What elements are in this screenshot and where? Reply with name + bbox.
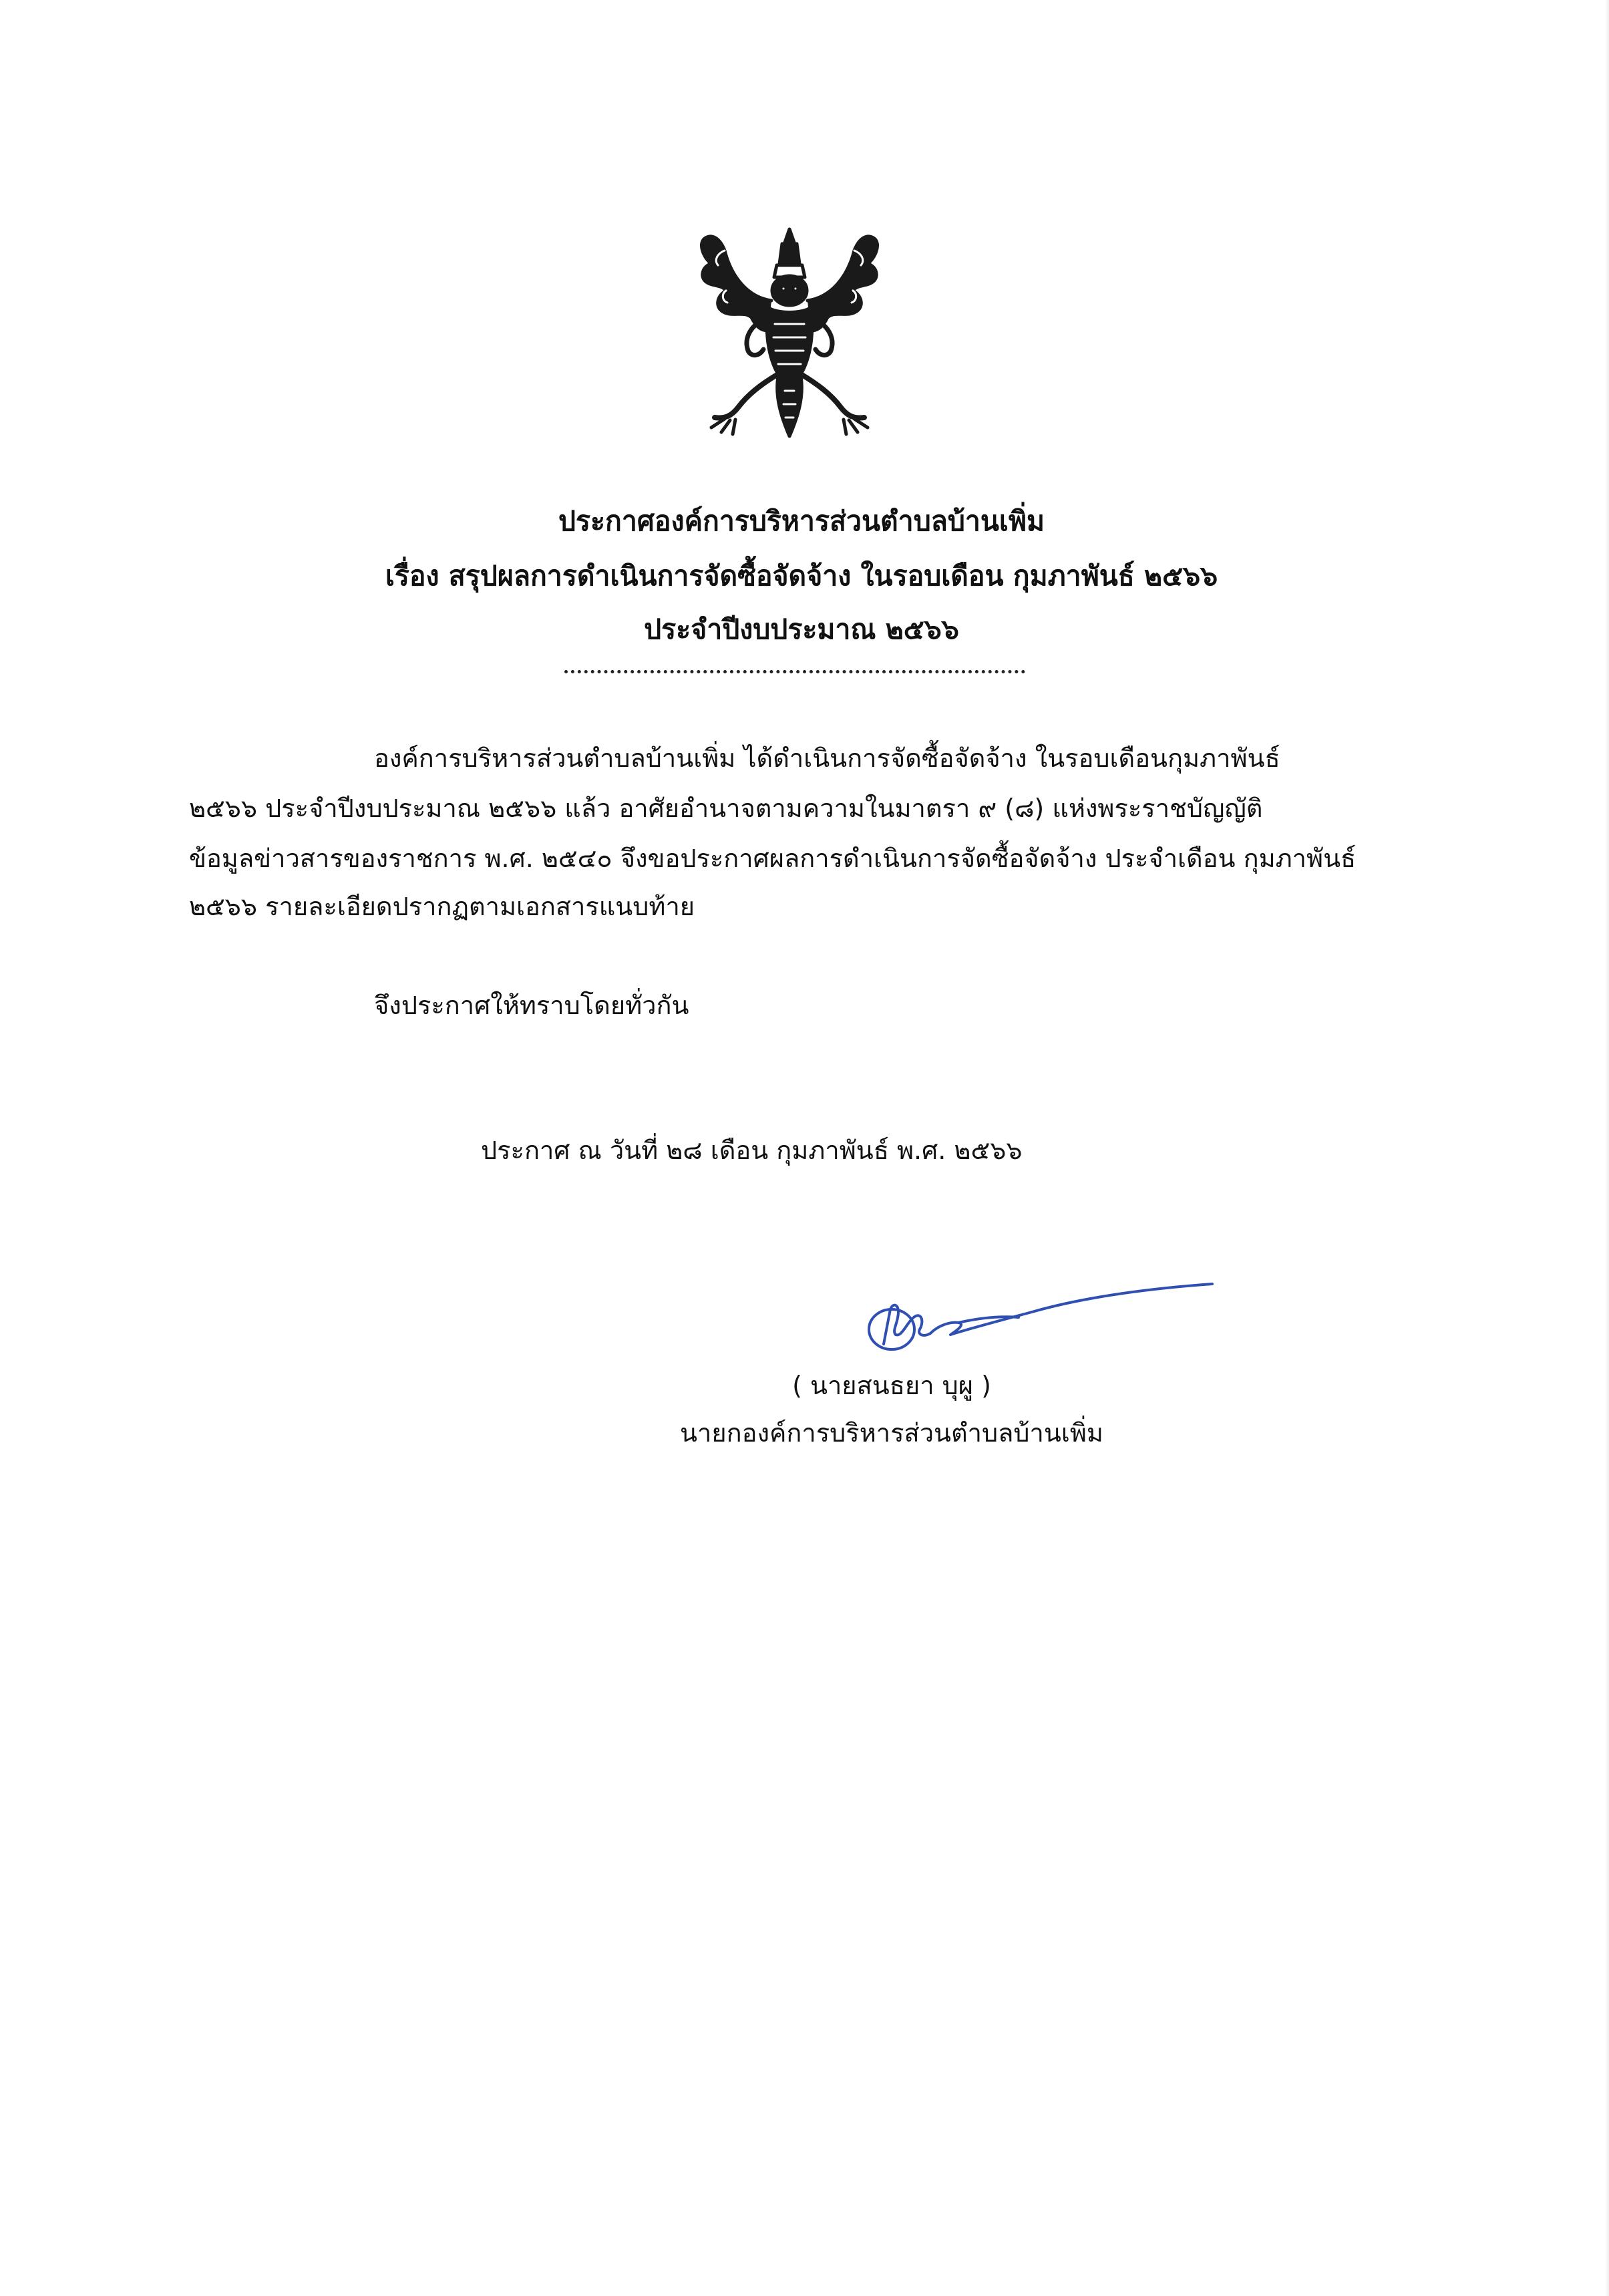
signature-icon: [858, 1256, 1219, 1363]
announcement-date: ประกาศ ณ วันที่ ๒๘ เดือน กุมภาพันธ์ พ.ศ. ๒๕๖๖: [481, 1136, 1023, 1165]
body-line: องค์การบริหารส่วนตำบลบ้านเพิ่ม ได้ดำเนินการจัดซื้อจัดจ้าง ในรอบเดือนกุมภาพันธ์: [374, 744, 1280, 773]
announcement-title: ประกาศองค์การบริหารส่วนตำบลบ้านเพิ่ม: [558, 505, 1045, 537]
scan-edge: [1605, 0, 1609, 2296]
announcement-fiscal-year: ประจำปีงบประมาณ ๒๕๖๖: [644, 613, 959, 645]
signer-title: นายกองค์การบริหารส่วนตำบลบ้านเพิ่ม: [680, 1418, 1103, 1448]
body-line: ๒๕๖๖ รายละเอียดปรากฏตามเอกสารแนบท้าย: [189, 892, 695, 921]
garuda-emblem-icon: [685, 224, 895, 444]
dotted-divider: [564, 670, 1025, 673]
announcement-subject: เรื่อง สรุปผลการดำเนินการจัดซื้อจัดจ้าง ในรอบเดือน กุมภาพันธ์ ๒๕๖๖: [385, 560, 1218, 592]
body-line: ข้อมูลข่าวสารของราชการ พ.ศ. ๒๕๔๐ จึงขอประกาศผลการดำเนินการจัดซื้อจัดจ้าง ประจำเดือน กุมภาพันธ์: [189, 844, 1357, 873]
body-line: ๒๕๖๖ ประจำปีงบประมาณ ๒๕๖๖ แล้ว อาศัยอำนาจตามความในมาตรา ๙ (๘) แห่งพระราชบัญญัติ: [189, 794, 1263, 823]
signer-name: ( นายสนธยา บุผู ): [792, 1371, 991, 1400]
closing-statement: จึงประกาศให้ทราบโดยทั่วกัน: [374, 991, 689, 1020]
